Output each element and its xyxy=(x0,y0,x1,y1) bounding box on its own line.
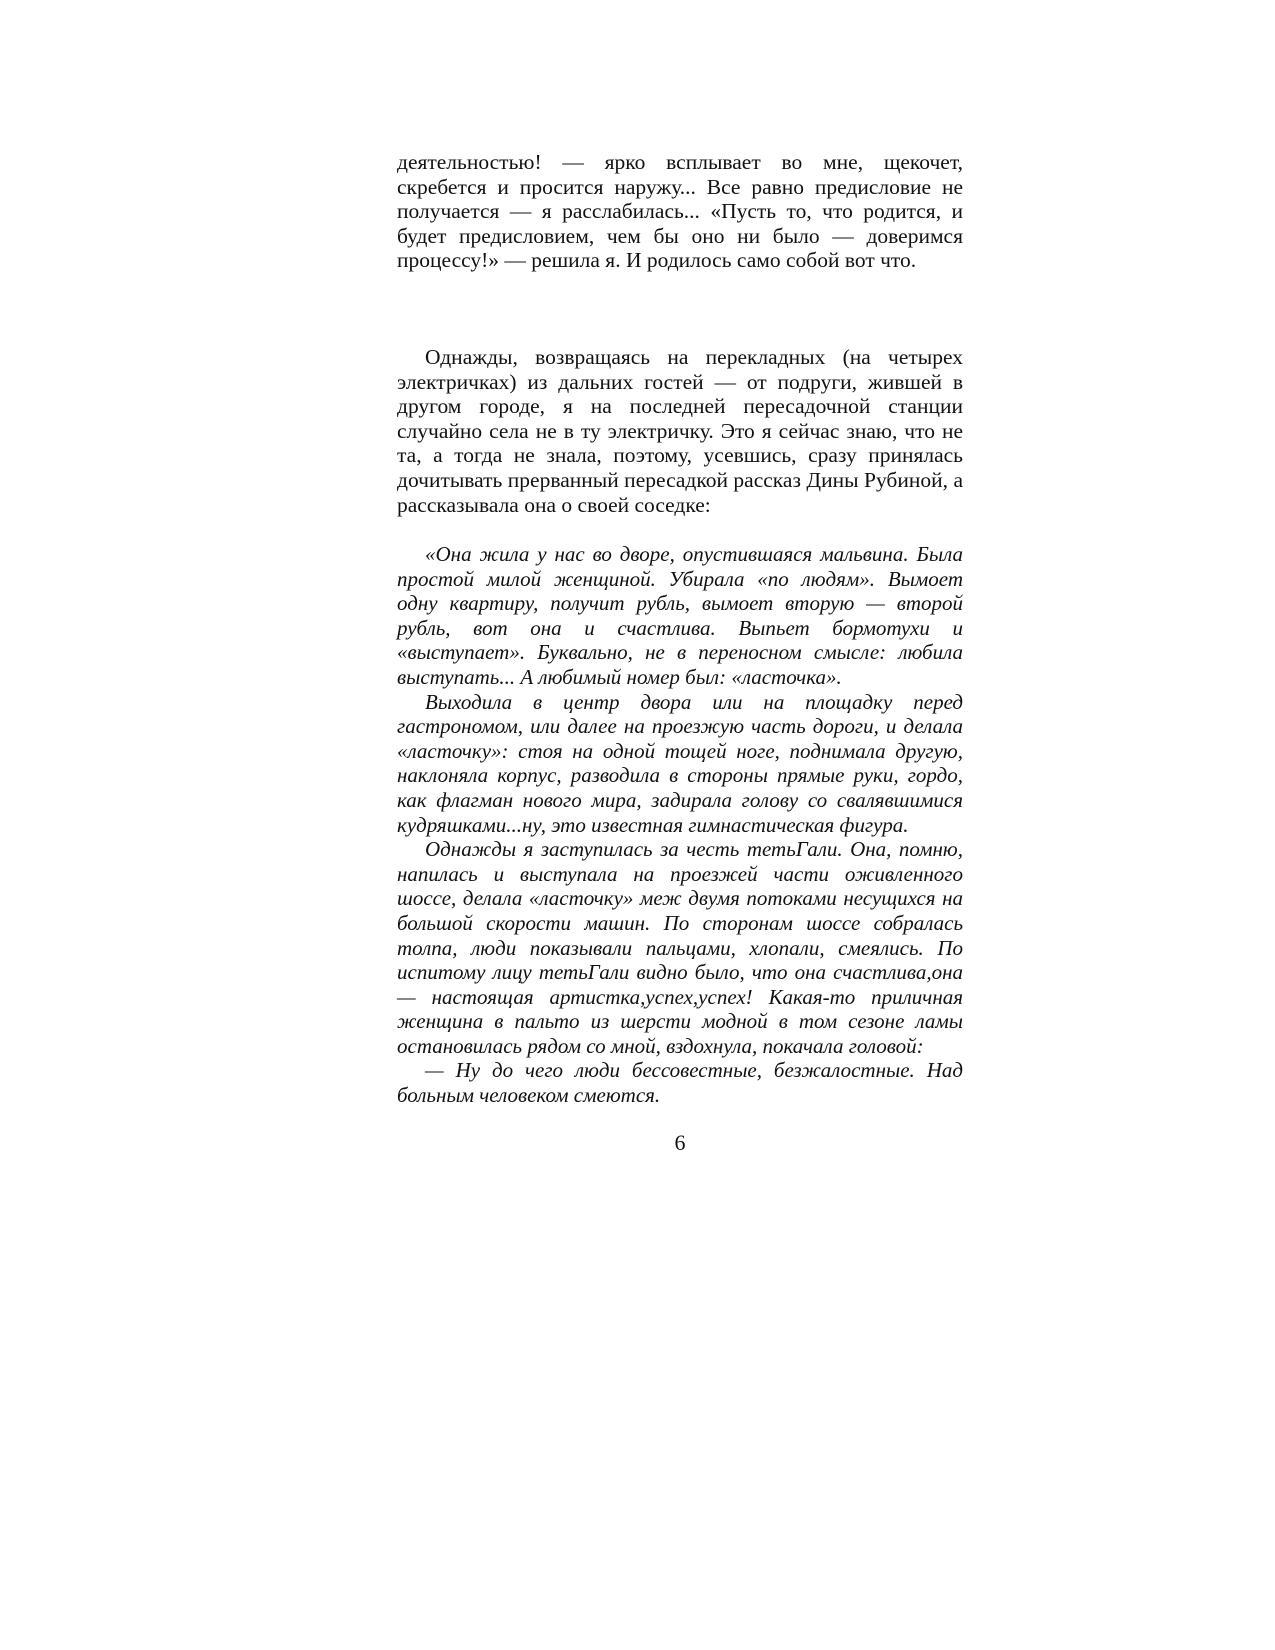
quote-paragraph: Выходила в центр двора или на площадку перед гастрономом, или далее на проезжую часть дороги, и делала «ласточку»: стоя на одной тощей ноге, поднимала другую, наклоняла корпус, разводила в стороны прямые руки, гордо, как флагман нового мира, задирала голову со свалявшимися кудряшками...ну, это известная гимнастическая фигура. xyxy=(397,689,963,837)
paragraph-middle: Однажды, возвращаясь на перекладных (на четырех электричках) из дальних гостей — от подруги, жившей в другом городе, я на последней пересадочной станции случайно села не в ту электричку. Это я сейчас знаю, что не та, а тогда не знала, поэтому, усевшись, сразу принялась дочитывать прерванный пересадкой рассказ Дины Рубиной, а рассказывала она о своей соседке: xyxy=(397,345,963,517)
quote-block xyxy=(397,542,963,1108)
quote-paragraph: — Ну до чего люди бессовестные, безжалостные. Над больным человеком смеются. xyxy=(397,1058,963,1108)
text-block-middle xyxy=(397,345,963,517)
quote-paragraph: «Она жила у нас во дворе, опустившаяся мальвина. Была простой милой женщиной. Убирала «по людям». Вымоет одну квартиру, получит рубль, вымоет вторую — второй рубль, вот она и счастлива. Выпьет бормотухи и «выступает». Буквально, не в переносном смысле: любила выступать... А любимый номер был: «ласточка». xyxy=(397,542,963,689)
text-block-top xyxy=(397,150,963,273)
paragraph-top: деятельностью! — ярко всплывает во мне, щекочет, скребется и просится наружу... Все равно предисловие не получается — я расслабилась... «Пусть то, что родится, и будет предисловием, чем бы оно ни было — доверимся процессу!» — решила я. И родилось само собой вот что. xyxy=(397,150,963,273)
page-number: 6 xyxy=(674,1130,686,1155)
quote-paragraph: Однажды я заступилась за честь тетьГали. Она, помню, напилась и выступала на проезжей части оживленного шоссе, делала «ласточку» меж двумя потоками несущихся на большой скорости машин. По сторонам шоссе собралась толпа, люди показывали пальцами, хлопали, смеялись. По испитому лицу тетьГали видно было, что она счастлива,она— настоящая артистка,успех,успех! Какая-то приличная женщина в пальто из шерсти модной в том сезоне ламы остановилась рядом со мной, вздохнула, покачала головой: xyxy=(397,837,963,1058)
